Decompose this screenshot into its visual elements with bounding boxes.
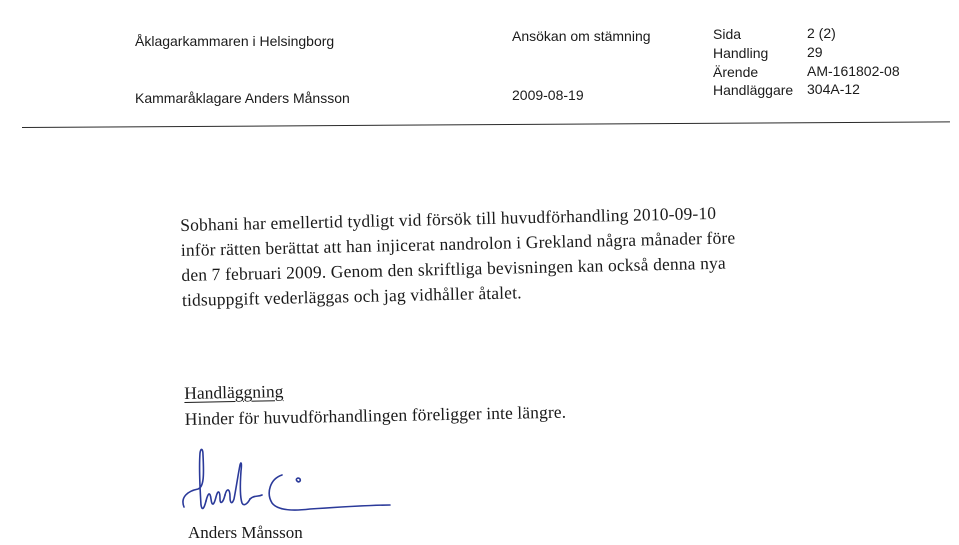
header-divider — [22, 121, 950, 128]
signer-name: Anders Månsson — [188, 523, 303, 542]
meta-label-case: Ärende — [713, 64, 759, 80]
body-paragraph — [180, 198, 822, 312]
meta-label-handler: Handläggare — [713, 82, 794, 98]
document-date: 2009-08-19 — [512, 87, 584, 103]
meta-label-document: Handling — [713, 45, 769, 61]
meta-value-document: 29 — [807, 44, 823, 60]
section-heading: Handläggning — [184, 381, 284, 403]
meta-label-page: Sida — [713, 26, 742, 42]
document-title: Ansökan om stämning — [512, 28, 651, 44]
meta-value-case: AM-161802-08 — [807, 63, 900, 79]
body-line: den 7 februari 2009. Genom den skriftliga bevisningen kan också denna nya — [181, 252, 727, 285]
prosecutor-name: Kammaråklagare Anders Månsson — [135, 90, 350, 106]
meta-value-handler: 304A-12 — [807, 81, 860, 97]
body-line: inför rätten berättat att han injicerat nandrolon i Grekland några månader före — [180, 227, 736, 260]
handling-section — [184, 373, 566, 432]
body-line: tidsuppgift vederläggas och jag vidhåller åtalet. — [181, 282, 522, 310]
section-text: Hinder för huvudförhandlingen föreligger inte längre. — [184, 401, 567, 429]
body-line: Sobhani har emellertid tydligt vid försök till huvudförhandling 2010-09-10 — [180, 202, 717, 235]
office-name: Åklagarkammaren i Helsingborg — [135, 33, 335, 49]
meta-value-page: 2 (2) — [807, 25, 836, 41]
handwritten-signature — [170, 445, 400, 523]
